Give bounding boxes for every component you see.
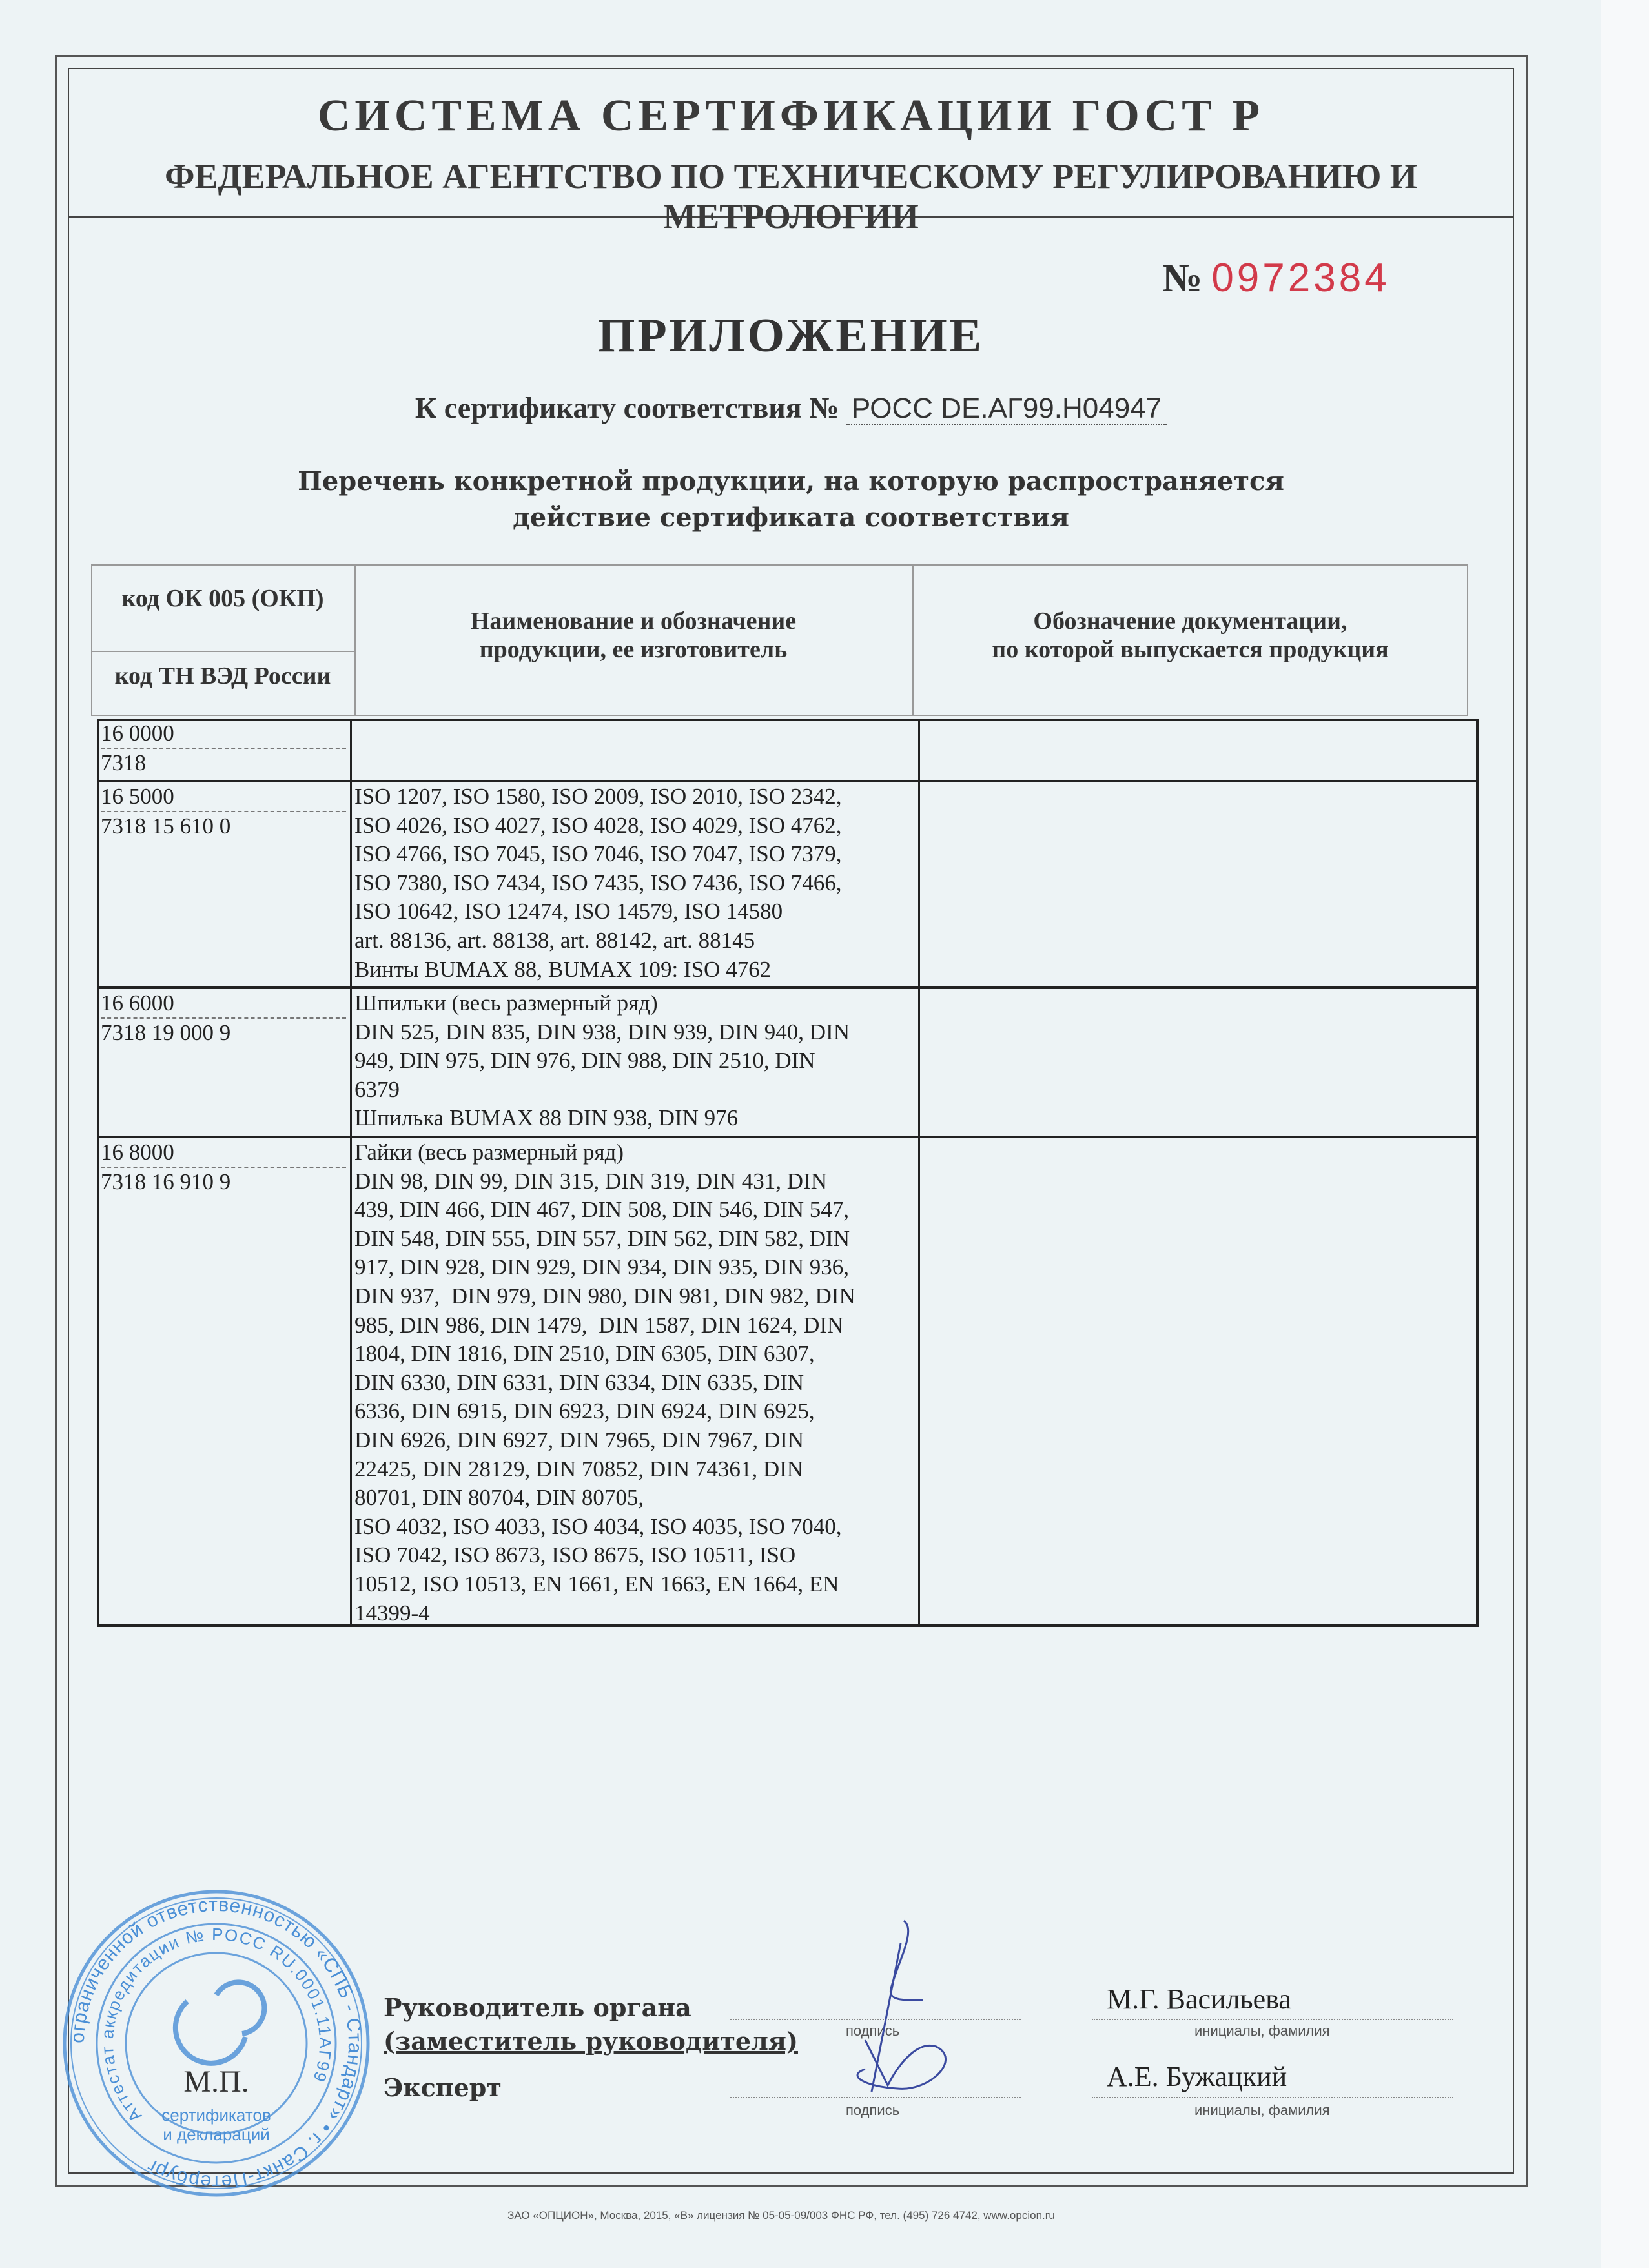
header-code-okp: код ОК 005 (ОКП)	[121, 585, 324, 612]
expert-label: Эксперт	[384, 2073, 502, 2102]
table-row-2-codes	[101, 989, 346, 1047]
number-sign: №	[1162, 256, 1203, 300]
okp-code: 16 0000	[101, 719, 346, 749]
cert-number: РОСС DE.АГ99.Н04947	[846, 393, 1167, 425]
divider	[91, 651, 354, 652]
name-caption: инициалы, фамилия	[1194, 2023, 1330, 2039]
list-title-line-2: действие сертификата соответствия	[513, 502, 1069, 533]
list-title-line-1: Перечень конкретной продукции, на которую распространяется	[298, 466, 1284, 496]
head-name: М.Г. Васильева	[1107, 1983, 1291, 2015]
okp-code: 16 5000	[101, 782, 346, 812]
name-line	[1092, 2097, 1453, 2098]
system-title: СИСТЕМА СЕРТИФИКАЦИИ ГОСТ Р	[317, 91, 1265, 141]
table-row-1-codes	[101, 782, 346, 841]
okp-code: 16 6000	[101, 989, 346, 1019]
expert-name: А.Е. Бужацкий	[1107, 2061, 1287, 2092]
divider	[918, 719, 920, 1627]
certificate-reference	[68, 391, 1514, 425]
deputy-label: (заместитель руководителя)	[384, 2027, 798, 2056]
signature-caption: подпись	[846, 2023, 900, 2039]
form-number	[1162, 255, 1390, 301]
tnved-code: 7318	[101, 750, 146, 775]
cert-label: К сертификату соответствия №	[415, 391, 839, 424]
table-row-2-name: Шпильки (весь размерный ряд) DIN 525, DIN 835, DIN 938, DIN 939, DIN 940, DIN 949, DIN 975, DIN 976, DIN 988, DIN 2510, DIN 6379 Шпилька BUMAX 88 DIN 938, DIN 976	[354, 990, 850, 1131]
head-label: Руководитель органа	[384, 1993, 691, 2022]
page-edge	[1601, 0, 1649, 2268]
printer-imprint: ЗАО «ОПЦИОН», Москва, 2015, «В» лицензия № 05-05-09/003 ФНС РФ, тел. (495) 726 4742, www.opcion.ru	[507, 2209, 1055, 2222]
stamp-ring-text: ограниченной ответственностью «СПБ - Стандарт» • г. Санкт-Петербург	[67, 1894, 366, 2193]
header-product-name: Наименование и обозначение продукции, ее изготовитель	[470, 608, 797, 663]
signature-caption: подпись	[846, 2102, 900, 2118]
stamp-mp-label: М.П.	[183, 2065, 249, 2099]
tnved-code: 7318 15 610 0	[101, 813, 231, 839]
stamp-lower-text-2: и деклараций	[163, 2125, 270, 2144]
tnved-code: 7318 19 000 9	[101, 1020, 231, 1045]
table-row-0-codes	[101, 719, 346, 777]
agency-title: ФЕДЕРАЛЬНОЕ АГЕНТСТВО ПО ТЕХНИЧЕСКОМУ РЕГУЛИРОВАНИЮ И МЕТРОЛОГИИ	[165, 157, 1417, 236]
signature-line	[730, 2097, 1021, 2098]
seal-stamp	[58, 1885, 374, 2202]
tnved-code: 7318 16 910 9	[101, 1169, 231, 1194]
header-code-tnved: код ТН ВЭД России	[114, 662, 331, 690]
stamp-lower-text-1: сертификатов	[161, 2105, 271, 2125]
divider	[350, 719, 352, 1627]
serial-number: 0972384	[1211, 256, 1390, 300]
name-line	[1092, 2019, 1453, 2020]
table-row-1-name: ISO 1207, ISO 1580, ISO 2009, ISO 2010, ISO 2342, ISO 4026, ISO 4027, ISO 4028, ISO 4029, ISO 4762, ISO 4766, ISO 7045, ISO 7046, ISO 7047, ISO 7379, ISO 7380, ISO 7434, ISO 7435, ISO 7436, ISO 7466, ISO 10642, ISO 12474, ISO 14579, ISO 14580 art. 88136, art. 88138, art. 88142, art. 88145 Винты BUMAX 88, BUMAX 109: ISO 4762	[354, 784, 842, 982]
stamp-inner-text: Аттестат аккредитации № РОСС RU.0001.11АГ99	[97, 1924, 336, 2126]
table-row-3-codes	[101, 1138, 346, 1196]
header-documentation: Обозначение документации, по которой выпускается продукция	[992, 608, 1389, 663]
list-title	[68, 464, 1514, 536]
page-title: ПРИЛОЖЕНИЕ	[597, 309, 985, 362]
table-row-3-name: Гайки (весь размерный ряд) DIN 98, DIN 99, DIN 315, DIN 319, DIN 431, DIN 439, DIN 466, DIN 467, DIN 508, DIN 546, DIN 547, DIN 548, DIN 555, DIN 557, DIN 562, DIN 582, DIN 917, DIN 928, DIN 929, DIN 934, DIN 935, DIN 936, DIN 937, DIN 979, DIN 980, DIN 981, DIN 982, DIN 985, DIN 986, DIN 1479, DIN 1587, DIN 1624, DIN 1804, DIN 1816, DIN 2510, DIN 6305, DIN 6307, DIN 6330, DIN 6331, DIN 6334, DIN 6335, DIN 6336, DIN 6915, DIN 6923, DIN 6924, DIN 6925, DIN 6926, DIN 6927, DIN 7965, DIN 7967, DIN 22425, DIN 28129, DIN 70852, DIN 74361, DIN 80701, DIN 80704, DIN 80705, ISO 4032, ISO 4033, ISO 4034, ISO 4035, ISO 7040, ISO 7042, ISO 8673, ISO 8675, ISO 10511, ISO 10512, ISO 10513, EN 1661, EN 1663, EN 1664, EN 14399-4	[354, 1139, 855, 1626]
handwritten-signature	[826, 1917, 988, 2092]
okp-code: 16 8000	[101, 1138, 346, 1168]
name-caption: инициалы, фамилия	[1194, 2102, 1330, 2118]
